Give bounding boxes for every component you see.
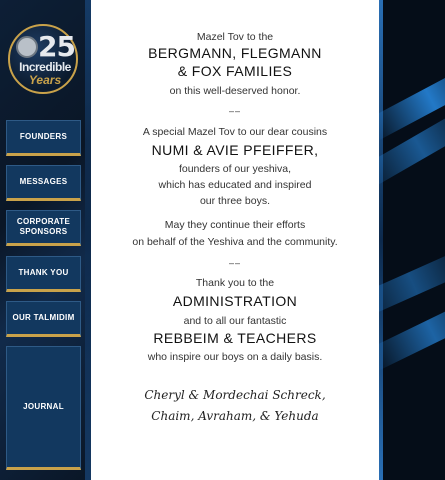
message-line: Thank you to the: [195, 277, 275, 289]
message-line: founders of our yeshiva,: [178, 163, 292, 175]
signature-line1: Cheryl & Mordechai Schreck,: [144, 388, 326, 402]
message-line: which has educated and inspired: [158, 179, 312, 191]
anniversary-logo[interactable]: [6, 24, 84, 96]
signature-line2: Chaim, Avraham, & Yehuda: [151, 409, 319, 423]
panel-edge: [379, 0, 383, 480]
nav-journal-button[interactable]: JOURNAL: [6, 346, 81, 470]
nav-messages-button[interactable]: MESSAGES: [6, 165, 81, 201]
logo-text-line1: Incredible: [19, 60, 71, 74]
honoree-names-line2: & FOX FAMILIES: [177, 63, 293, 79]
nav-founders-button[interactable]: FOUNDERS: [6, 120, 81, 156]
message-line: on this well-deserved honor.: [169, 85, 301, 97]
sidebar: [0, 0, 91, 480]
message-line: on behalf of the Yeshiva and the community.: [132, 236, 338, 248]
nav-thank-you-button[interactable]: THANK YOU: [6, 256, 81, 292]
message-line: our three boys.: [199, 195, 271, 207]
nav-our-talmidim-button[interactable]: OUR TALMIDIM: [6, 301, 81, 337]
message-card: [91, 0, 379, 480]
logo-emblem-icon: [16, 36, 38, 58]
founders-names: NUMI & AVIE PFEIFFER,: [151, 142, 319, 158]
message-line: Mazel Tov to the: [196, 31, 274, 43]
nav-corporate-sponsors-button[interactable]: CORPORATE SPONSORS: [6, 210, 81, 246]
message-line: who inspire our boys on a daily basis.: [147, 351, 323, 363]
rebbeim-teachers-heading: REBBEIM & TEACHERS: [153, 330, 317, 346]
message-line: A special Mazel Tov to our dear cousins: [142, 126, 328, 138]
honoree-names-line1: BERGMANN, FLEGMANN: [148, 45, 322, 61]
section-divider: ––: [228, 106, 241, 116]
light-streak: [379, 244, 445, 323]
decorative-side-panel: [379, 0, 445, 480]
message-line: May they continue their efforts: [164, 219, 306, 231]
message-line: and to all our fantastic: [183, 315, 287, 327]
administration-heading: ADMINISTRATION: [172, 293, 298, 309]
logo-number: 25: [38, 30, 75, 63]
logo-text-line2: Years: [28, 73, 62, 87]
section-divider: ––: [228, 258, 241, 268]
